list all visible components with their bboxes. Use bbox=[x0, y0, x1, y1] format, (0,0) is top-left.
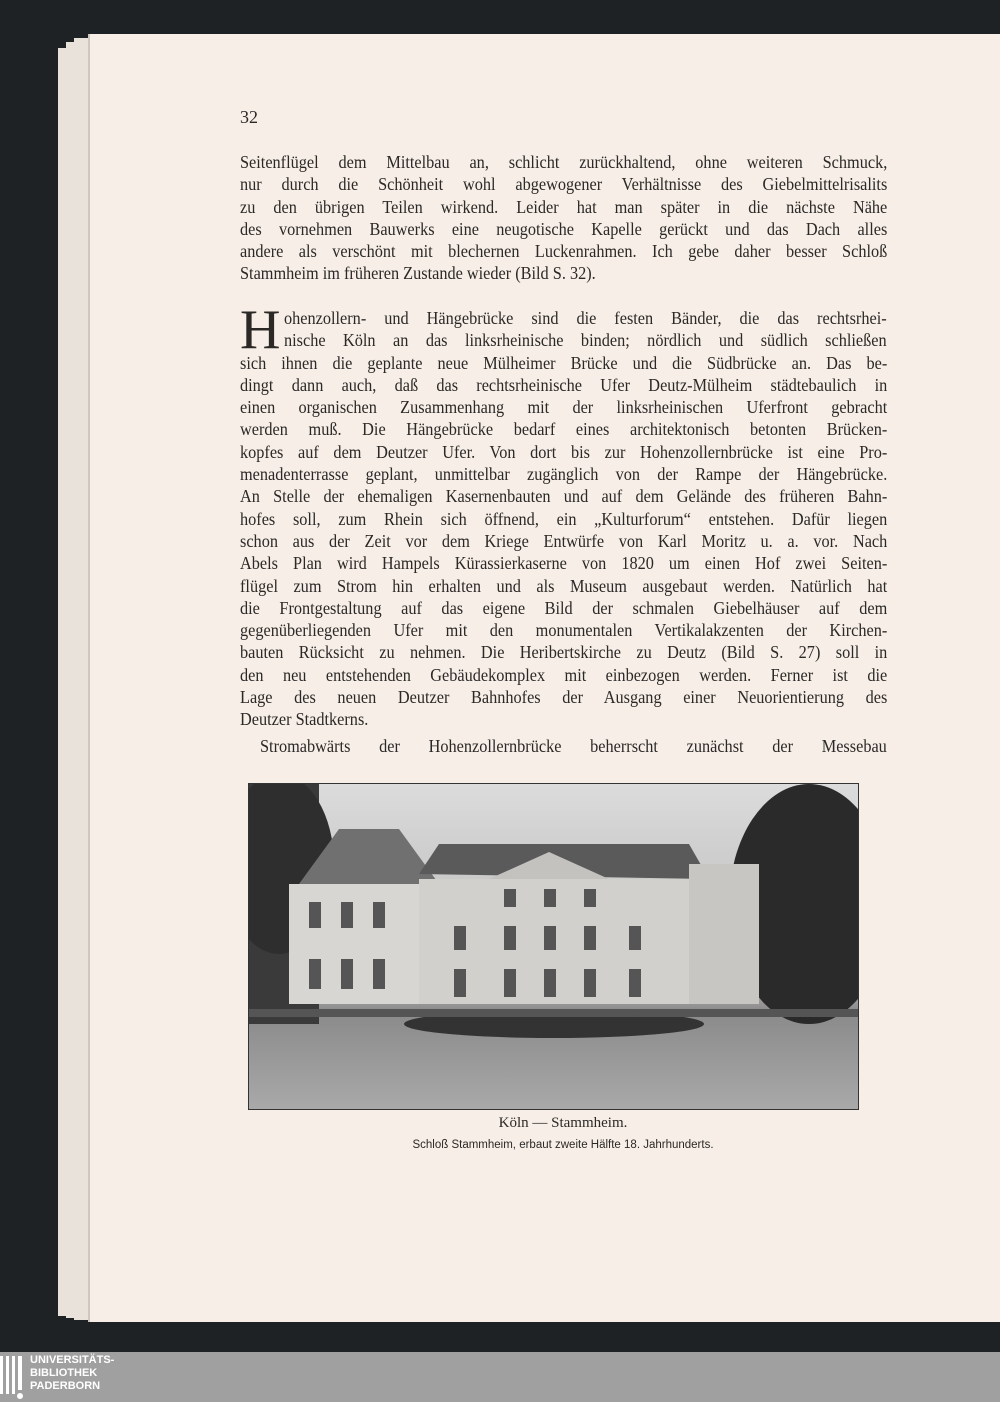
drop-cap: H bbox=[240, 308, 280, 352]
text-line: kopfes auf dem Deutzer Ufer. Von dort bis zur Hohenzollernbrücke ist eine Pro- bbox=[240, 441, 888, 462]
text-line: schon aus der Zeit vor dem Kriege Entwürfe von Karl Moritz u. a. vor. Nach bbox=[240, 530, 888, 551]
text-line: nische Köln an das linksrheinische binden; nördlich und südlich schließen bbox=[284, 330, 887, 351]
text-line: flügel zum Strom hin erhalten und als Museum ausgebaut werden. Natürlich hat bbox=[240, 575, 888, 596]
text-line: die Frontgestaltung auf das eigene Bild der schmalen Giebelhäuser auf dem bbox=[240, 597, 888, 618]
logo-line: UNIVERSITÄTS- bbox=[30, 1354, 115, 1366]
building-illustration bbox=[249, 784, 858, 1109]
text-line: dingt dann auch, daß das rechtsrheinische Ufer Deutz-Mülheim städtebaulich in bbox=[240, 374, 888, 395]
text-line: den neu entstehenden Gebäudekomplex mit einbezogen werden. Ferner ist die bbox=[240, 664, 888, 685]
figure-caption-title: Köln — Stammheim. bbox=[498, 1115, 628, 1131]
library-logo-text bbox=[30, 1354, 114, 1393]
paragraph-1 bbox=[240, 151, 887, 285]
text-line: werden muß. Die Hängebrücke bedarf eines architektonisch betonten Brücken- bbox=[240, 419, 888, 440]
page-number: 32 bbox=[240, 107, 258, 127]
text-line: bauten Rücksicht zu nehmen. Die Heribertskirche zu Deutz (Bild S. 27) soll in bbox=[240, 642, 888, 663]
text-line: zu den übrigen Teilen wirkend. Leider hat man später in die nächste Nähe bbox=[240, 196, 888, 217]
library-logo-icon bbox=[0, 1356, 26, 1400]
paragraph-2 bbox=[240, 307, 887, 731]
text-line: sich ihnen die geplante neue Mülheimer Brücke und die Südbrücke an. Das be- bbox=[240, 352, 888, 373]
text-line: andere als verschönt mit blechernen Luckenrahmen. Ich gebe daher besser Schloß bbox=[240, 241, 888, 262]
text-line: gegenüberliegenden Ufer mit den monumentalen Vertikalakzenten der Kirchen- bbox=[240, 620, 888, 641]
text-line: Seitenflügel dem Mittelbau an, schlicht zurückhaltend, ohne weiteren Schmuck, bbox=[240, 152, 888, 172]
text-line: Deutzer Stadtkerns. bbox=[240, 709, 369, 730]
text-line: hofes soll, zum Rhein sich öffnend, ein „Kulturforum“ entstehen. Dafür liegen bbox=[240, 508, 888, 529]
library-footer bbox=[0, 1352, 1000, 1402]
text-line: An Stelle der ehemaligen Kasernenbauten und auf dem Gelände des früheren Bahn- bbox=[240, 486, 888, 507]
text-line: Abels Plan wird Hampels Kürassierkaserne von 1820 um einen Hof zwei Seiten- bbox=[240, 553, 888, 574]
text-line: Lage des neuen Deutzer Bahnhofes der Ausgang einer Neuorientierung des bbox=[240, 687, 888, 708]
text-line: Stromabwärts der Hohenzollernbrücke beherrscht zunächst der Messebau bbox=[260, 736, 887, 756]
text-line: menadenterrasse geplant, unmittelbar zugänglich von der Rampe der Hängebrücke. bbox=[240, 464, 888, 485]
text-line: des vornehmen Bauwerks eine neugotische Kapelle gerückt und das Dach alles bbox=[240, 218, 888, 239]
text-line: Stammheim im früheren Zustande wieder (Bild S. 32). bbox=[240, 263, 596, 284]
figure-photo-schloss-stammheim bbox=[248, 783, 859, 1110]
text-line: einen organischen Zusammenhang mit der linksrheinischen Uferfront gebracht bbox=[240, 397, 888, 418]
logo-line: BIBLIOTHEK bbox=[30, 1367, 98, 1379]
paragraph-3 bbox=[260, 735, 887, 757]
figure-caption-text: Schloß Stammheim, erbaut zweite Hälfte 18. Jahrhunderts. bbox=[412, 1139, 714, 1151]
logo-line: PADERBORN bbox=[30, 1380, 101, 1392]
text-line: nur durch die Schönheit wohl abgewogener Verhältnisse des Giebelmittelrisalits bbox=[240, 174, 888, 195]
text-line: ohenzollern- und Hängebrücke sind die festen Bänder, die das rechtsrhei- bbox=[284, 308, 887, 328]
